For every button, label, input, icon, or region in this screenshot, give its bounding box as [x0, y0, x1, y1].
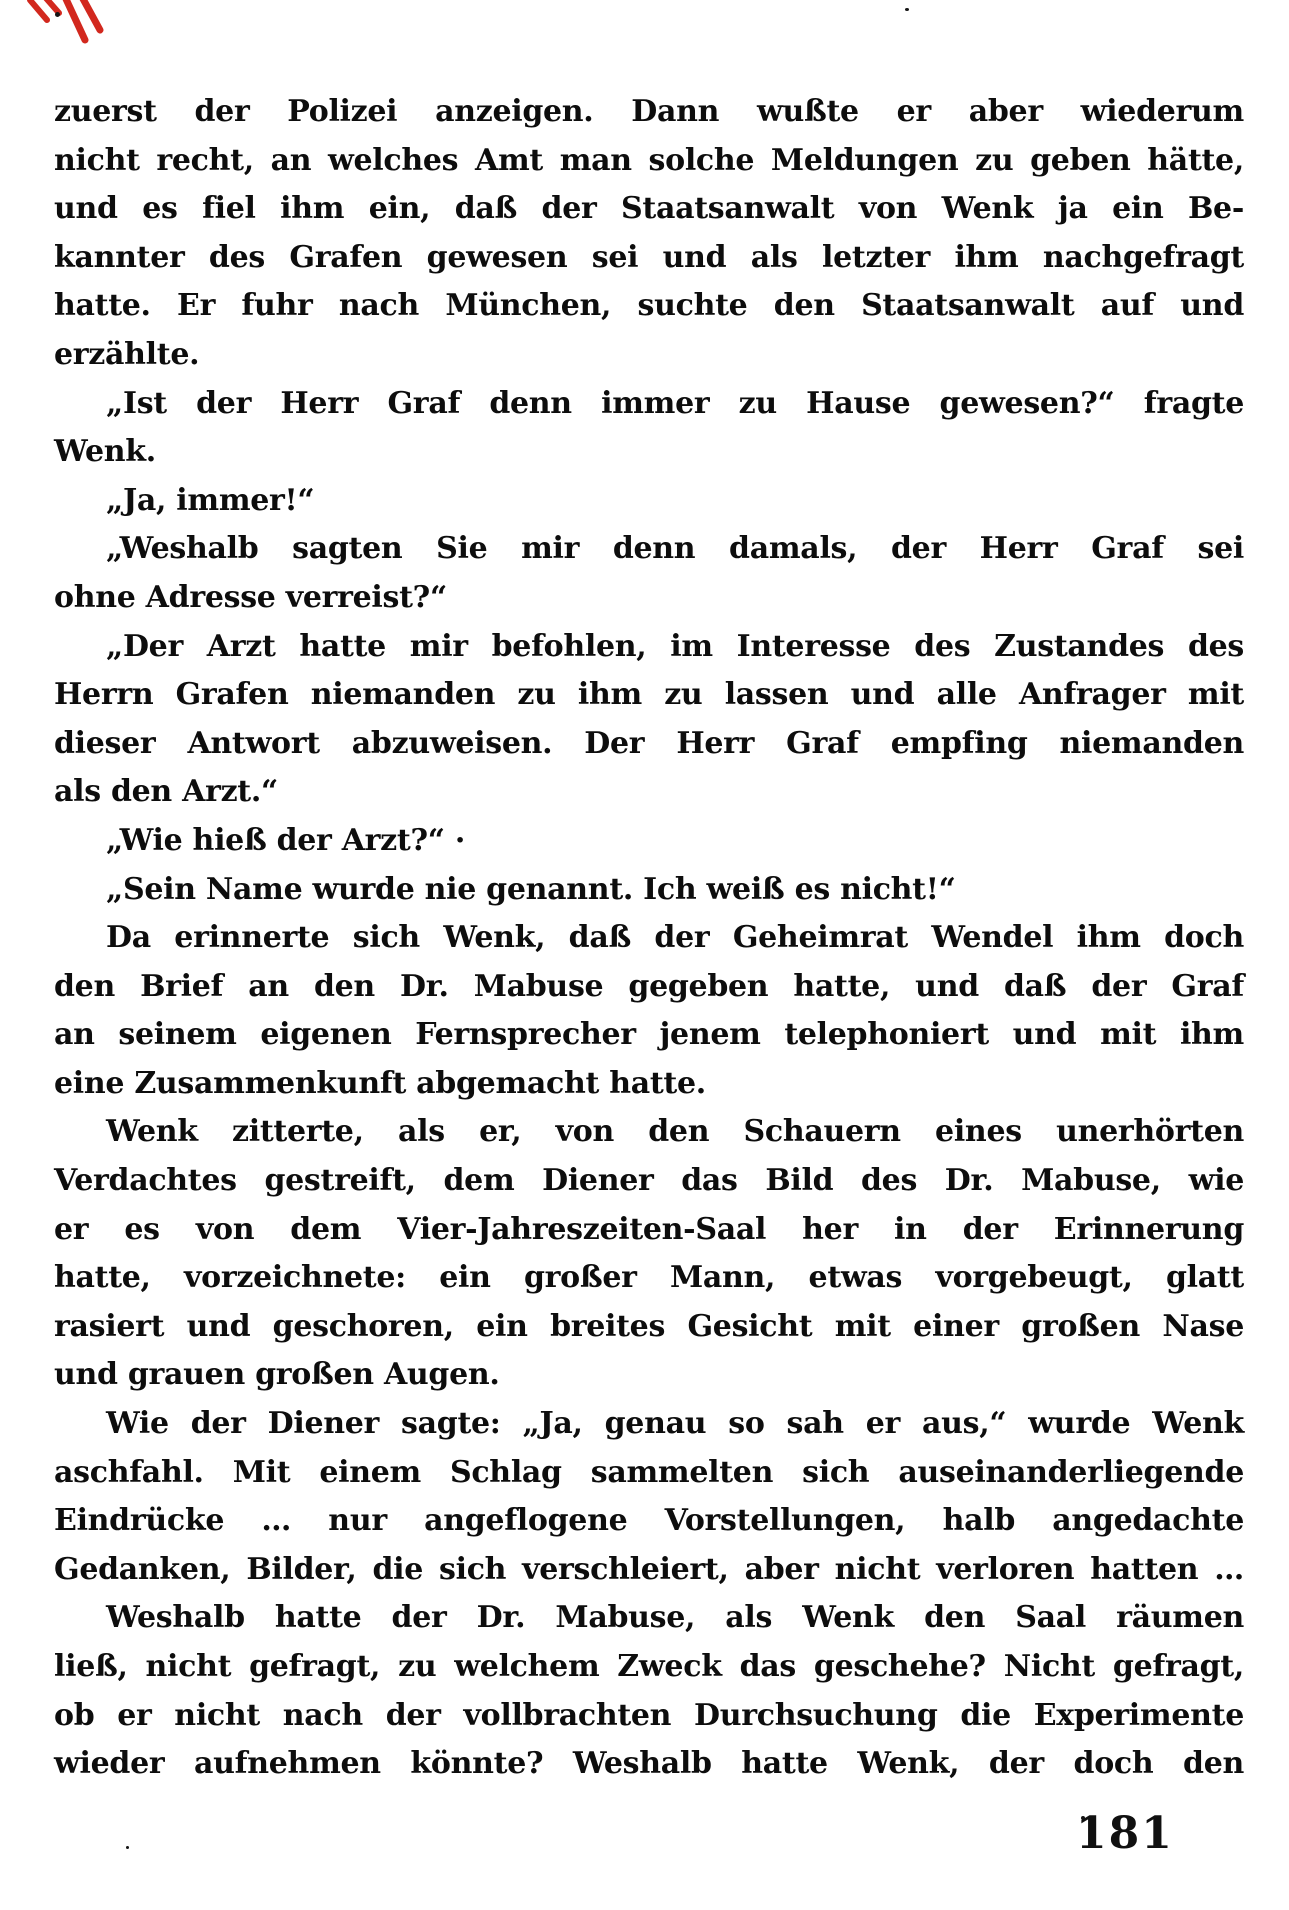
- text-line: und grauen großen Augen.: [54, 1357, 500, 1393]
- red-ink-marks: [14, 0, 134, 54]
- text-line: er es von dem Vier-Jahreszeiten-Saal her in der Erinnerung: [54, 1211, 1244, 1247]
- red-ink-stroke: [82, 0, 100, 30]
- text-line: ohne Adresse verreist?“: [54, 579, 447, 615]
- text-line: Verdachtes gestreift, dem Diener das Bild des Dr. Mabuse, wie: [54, 1163, 1244, 1199]
- text-line: dieser Antwort abzuweisen. Der Herr Graf empfing niemanden: [54, 725, 1244, 761]
- page-number: 181: [1076, 1808, 1174, 1859]
- text-line: aschfahl. Mit einem Schlag sammelten sich auseinanderliegende: [54, 1454, 1244, 1490]
- text-line: rasiert und geschoren, ein breites Gesicht mit einer großen Nase: [54, 1308, 1244, 1344]
- text-line: ob er nicht nach der vollbrachten Durchsuchung die Experimente: [54, 1697, 1244, 1733]
- text-line: Da erinnerte sich Wenk, daß der Geheimrat Wendel ihm doch: [106, 920, 1244, 956]
- red-ink-stroke: [30, 0, 47, 20]
- text-line: zuerst der Polizei anzeigen. Dann wußte er aber wiederum: [54, 94, 1244, 129]
- text-line: den Brief an den Dr. Mabuse gegeben hatte, und daß der Graf: [54, 968, 1244, 1004]
- text-line: nicht recht, an welches Amt man solche Meldungen zu geben hätte,: [54, 142, 1244, 178]
- book-page-text-column: [54, 88, 1244, 1789]
- text-line: wieder aufnehmen könnte? Weshalb hatte Wenk, der doch den: [54, 1746, 1244, 1782]
- text-line: „Ist der Herr Graf denn immer zu Hause gewesen?“ fragte: [106, 385, 1244, 421]
- text-line: ließ, nicht gefragt, zu welchem Zweck das geschehe? Nicht gefragt,: [54, 1649, 1244, 1684]
- text-line: Wenk zitterte, als er, von den Schauern eines unerhörten: [106, 1114, 1244, 1150]
- text-line: kannter des Grafen gewesen sei und als letzter ihm nachgefragt: [54, 239, 1244, 275]
- text-line: Wenk.: [54, 434, 156, 470]
- text-line: an seinem eigenen Fernsprecher jenem telephoniert und mit ihm: [54, 1017, 1244, 1053]
- text-line: Eindrücke … nur angeflogene Vorstellungen, halb angedachte: [54, 1503, 1244, 1539]
- text-line: Wie der Diener sagte: „Ja, genau so sah er aus,“ wurde Wenk: [106, 1406, 1244, 1442]
- text-line: und es fiel ihm ein, daß der Staatsanwalt von Wenk ja ein Be-: [54, 191, 1244, 227]
- text-line: „Sein Name wurde nie genannt. Ich weiß es nicht!“: [106, 871, 956, 907]
- text-line: Herrn Grafen niemanden zu ihm zu lassen und alle Anfrager mit: [54, 677, 1244, 713]
- text-line: „Der Arzt hatte mir befohlen, im Interesse des Zustandes des: [106, 628, 1244, 664]
- text-line: hatte, vorzeichnete: ein großer Mann, etwas vorgebeugt, glatt: [54, 1260, 1244, 1296]
- red-ink-stroke: [66, 0, 85, 40]
- ink-speck: [55, 12, 60, 17]
- text-line: „Weshalb sagten Sie mir denn damals, der Herr Graf sei: [106, 531, 1244, 567]
- ink-speck: [905, 8, 909, 11]
- text-line: als den Arzt.“: [54, 774, 278, 810]
- text-line: erzählte.: [54, 336, 200, 372]
- text-line: Weshalb hatte der Dr. Mabuse, als Wenk den Saal räumen: [106, 1600, 1244, 1636]
- text-line: „Ja, immer!“: [106, 482, 315, 518]
- text-line: „Wie hieß der Arzt?“ ·: [106, 822, 465, 858]
- ink-speck: [126, 1846, 129, 1849]
- text-line: Gedanken, Bilder, die sich verschleiert, aber nicht verloren hatten …: [54, 1551, 1244, 1587]
- text-line: eine Zusammenkunft abgemacht hatte.: [54, 1065, 706, 1101]
- text-line: hatte. Er fuhr nach München, suchte den Staatsanwalt auf und: [54, 288, 1244, 324]
